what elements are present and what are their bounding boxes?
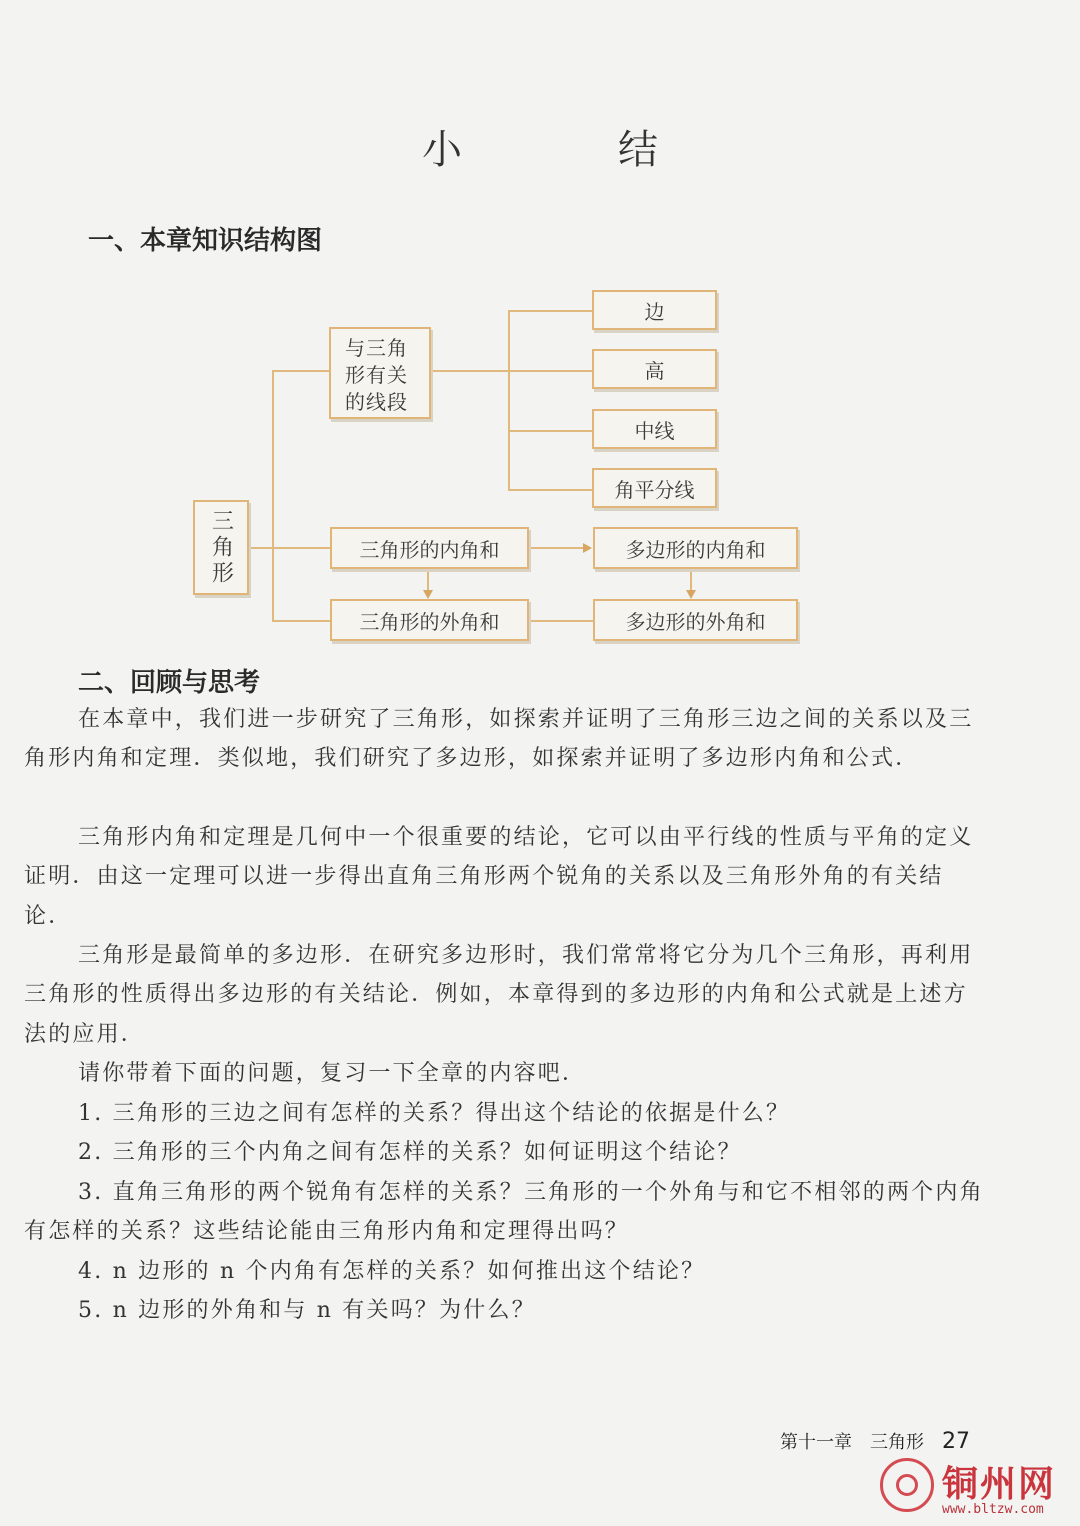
node-triangle: 三角形 — [193, 500, 249, 595]
connector-segments-branch — [431, 370, 510, 372]
watermark-logo-icon — [880, 1458, 934, 1512]
node-tri-exterior: 三角形的外角和 — [330, 599, 529, 641]
connector-height — [508, 370, 592, 372]
review-paragraph: 三角形内角和定理是几何中一个很重要的结论，它可以由平行线的性质与平角的定义证明．由这一定理可以进一步得出直角三角形两个锐角的关系以及三角形外角的有关结论． — [24, 825, 974, 929]
node-side: 边 — [592, 290, 717, 330]
arrow-right-icon — [583, 543, 592, 553]
arrow-down-icon — [423, 590, 433, 599]
connector-to-poly-interior — [529, 547, 584, 549]
question-item: 4. n 边形的 n 个内角有怎样的关系？如何推出这个结论？ — [78, 1259, 706, 1284]
review-paragraph: 在本章中，我们进一步研究了三角形，如探索并证明了三角形三边之间的关系以及三角形内角和定理．类似地，我们研究了多边形，如探索并证明了多边形内角和公式． — [24, 707, 974, 772]
arrow-down-icon — [686, 590, 696, 599]
chapter-label: 第十一章 三角形 — [780, 1432, 924, 1453]
branch-line — [508, 310, 510, 489]
question-item: 2. 三角形的三个内角之间有怎样的关系？如何证明这个结论？ — [78, 1140, 742, 1165]
page-number: 27 — [942, 1429, 970, 1454]
connector-to-poly-exterior — [529, 620, 593, 622]
connector-segments — [272, 370, 330, 372]
question-item: 3. 直角三角形的两个锐角有怎样的关系？三角形的一个外角与和它不相邻的两个内角有怎样的关系？这些结论能由三角形内角和定理得出吗？ — [24, 1180, 984, 1245]
section-heading-structure: 一、本章知识结构图 — [88, 226, 323, 256]
connector-median — [508, 430, 592, 432]
node-tri-interior: 三角形的内角和 — [330, 527, 529, 569]
connector-bisector — [508, 489, 592, 491]
node-height: 高 — [592, 349, 717, 389]
node-bisector: 角平分线 — [592, 468, 717, 508]
knowledge-structure-diagram — [0, 0, 1080, 660]
node-segments: 与三角形有关的线段 — [329, 327, 431, 419]
connector-exterior — [272, 620, 330, 622]
question-item: 5. n 边形的外角和与 n 有关吗？为什么？ — [78, 1298, 536, 1323]
connector-root — [249, 547, 274, 549]
page-title: 小 结 — [422, 127, 716, 173]
node-poly-exterior: 多边形的外角和 — [593, 599, 798, 641]
connector-poly-down — [690, 569, 692, 591]
section-heading-review: 二、回顾与思考 — [78, 668, 261, 698]
trunk-line — [272, 370, 274, 622]
watermark — [872, 1452, 1072, 1522]
question-item: 1. 三角形的三边之间有怎样的关系？得出这个结论的依据是什么？ — [78, 1101, 791, 1126]
node-poly-interior: 多边形的内角和 — [593, 527, 798, 569]
review-paragraph: 请你带着下面的问题，复习一下全章的内容吧． — [78, 1061, 587, 1086]
connector-side — [508, 310, 592, 312]
node-median: 中线 — [592, 409, 717, 449]
watermark-name: 铜州网 — [942, 1464, 1057, 1505]
review-paragraph: 三角形是最简单的多边形．在研究多边形时，我们常常将它分为几个三角形，再利用三角形的性质得出多边形的有关结论．例如，本章得到的多边形的内角和公式就是上述方法的应用． — [24, 943, 974, 1047]
page-footer — [780, 1428, 970, 1454]
watermark-url: www.bltzw.com — [942, 1502, 1044, 1517]
connector-interior — [272, 547, 330, 549]
connector-tri-down — [427, 569, 429, 591]
